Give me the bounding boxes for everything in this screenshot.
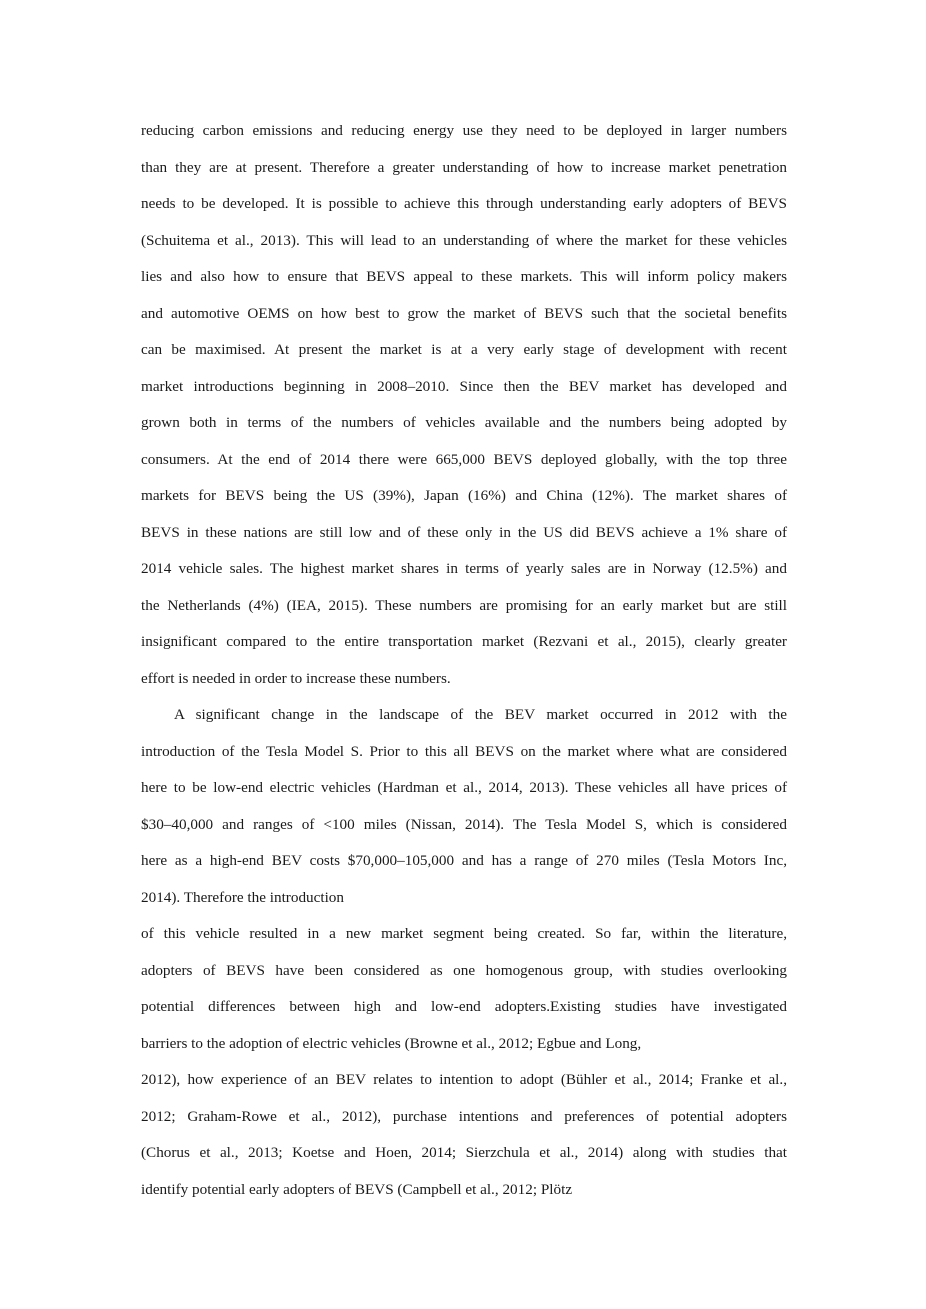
text-line: than they are at present. Therefore a greater understanding of how to increase market penetration (141, 158, 787, 176)
text-line: 2014). Therefore the introduction (141, 888, 344, 906)
text-line: 2014 vehicle sales. The highest market shares in terms of yearly sales are in Norway (12.5%) and (141, 560, 787, 577)
text-line: potential differences between high and low-end adopters.Existing studies have investigated (141, 998, 787, 1015)
text-line: reducing carbon emissions and reducing energy use they need to be deployed in larger numbers (141, 122, 787, 139)
text-line: and automotive OEMS on how best to grow the market of BEVS such that the societal benefits (141, 304, 787, 322)
text-line: insignificant compared to the entire transportation market (Rezvani et al., 2015), clearly greater (141, 633, 787, 650)
text-line: grown both in terms of the numbers of vehicles available and the numbers being adopted by (141, 414, 787, 431)
text-line: 2012; Graham-Rowe et al., 2012), purchase intentions and preferences of potential adopters (141, 1107, 787, 1125)
text-line: adopters of BEVS have been considered as one homogenous group, with studies overlooking (141, 961, 787, 979)
text-line: needs to be developed. It is possible to achieve this through understanding early adopters of BEVS (141, 195, 787, 212)
text-line: market introductions beginning in 2008–2010. Since then the BEV market has developed and (141, 377, 787, 395)
text-line: the Netherlands (4%) (IEA, 2015). These numbers are promising for an early market but are still (141, 596, 787, 614)
text-line: lies and also how to ensure that BEVS appeal to these markets. This will inform policy makers (141, 268, 787, 285)
text-line: BEVS in these nations are still low and of these only in the US did BEVS achieve a 1% share of (141, 523, 787, 541)
text-line: effort is needed in order to increase these numbers. (141, 669, 451, 687)
text-line: markets for BEVS being the US (39%), Japan (16%) and China (12%). The market shares of (141, 487, 787, 504)
text-line: of this vehicle resulted in a new market segment being created. So far, within the literature, (141, 925, 787, 942)
text-line: introduction of the Tesla Model S. Prior to this all BEVS on the market where what are considered (141, 742, 787, 760)
text-line: (Chorus et al., 2013; Koetse and Hoen, 2014; Sierzchula et al., 2014) along with studies that (141, 1144, 787, 1161)
text-line: identify potential early adopters of BEVS (Campbell et al., 2012; Plötz (141, 1180, 573, 1198)
text-line: $30–40,000 and ranges of <100 miles (Nissan, 2014). The Tesla Model S, which is considered (141, 815, 787, 833)
text-line: can be maximised. At present the market is at a very early stage of development with recent (141, 341, 787, 358)
text-line: (Schuitema et al., 2013). This will lead to an understanding of where the market for these vehicles (141, 231, 787, 249)
text-line: barriers to the adoption of electric vehicles (Browne et al., 2012; Egbue and Long, (141, 1034, 642, 1052)
text-line: consumers. At the end of 2014 there were 665,000 BEVS deployed globally, with the top three (141, 450, 787, 468)
text-line: A significant change in the landscape of the BEV market occurred in 2012 with the (174, 706, 787, 723)
text-line: here as a high-end BEV costs $70,000–105,000 and has a range of 270 miles (Tesla Motors Inc, (141, 852, 787, 869)
text-line: 2012), how experience of an BEV relates to intention to adopt (Bühler et al., 2014; Franke et al., (141, 1071, 787, 1088)
text-line: here to be low-end electric vehicles (Hardman et al., 2014, 2013). These vehicles all have prices of (141, 779, 787, 796)
